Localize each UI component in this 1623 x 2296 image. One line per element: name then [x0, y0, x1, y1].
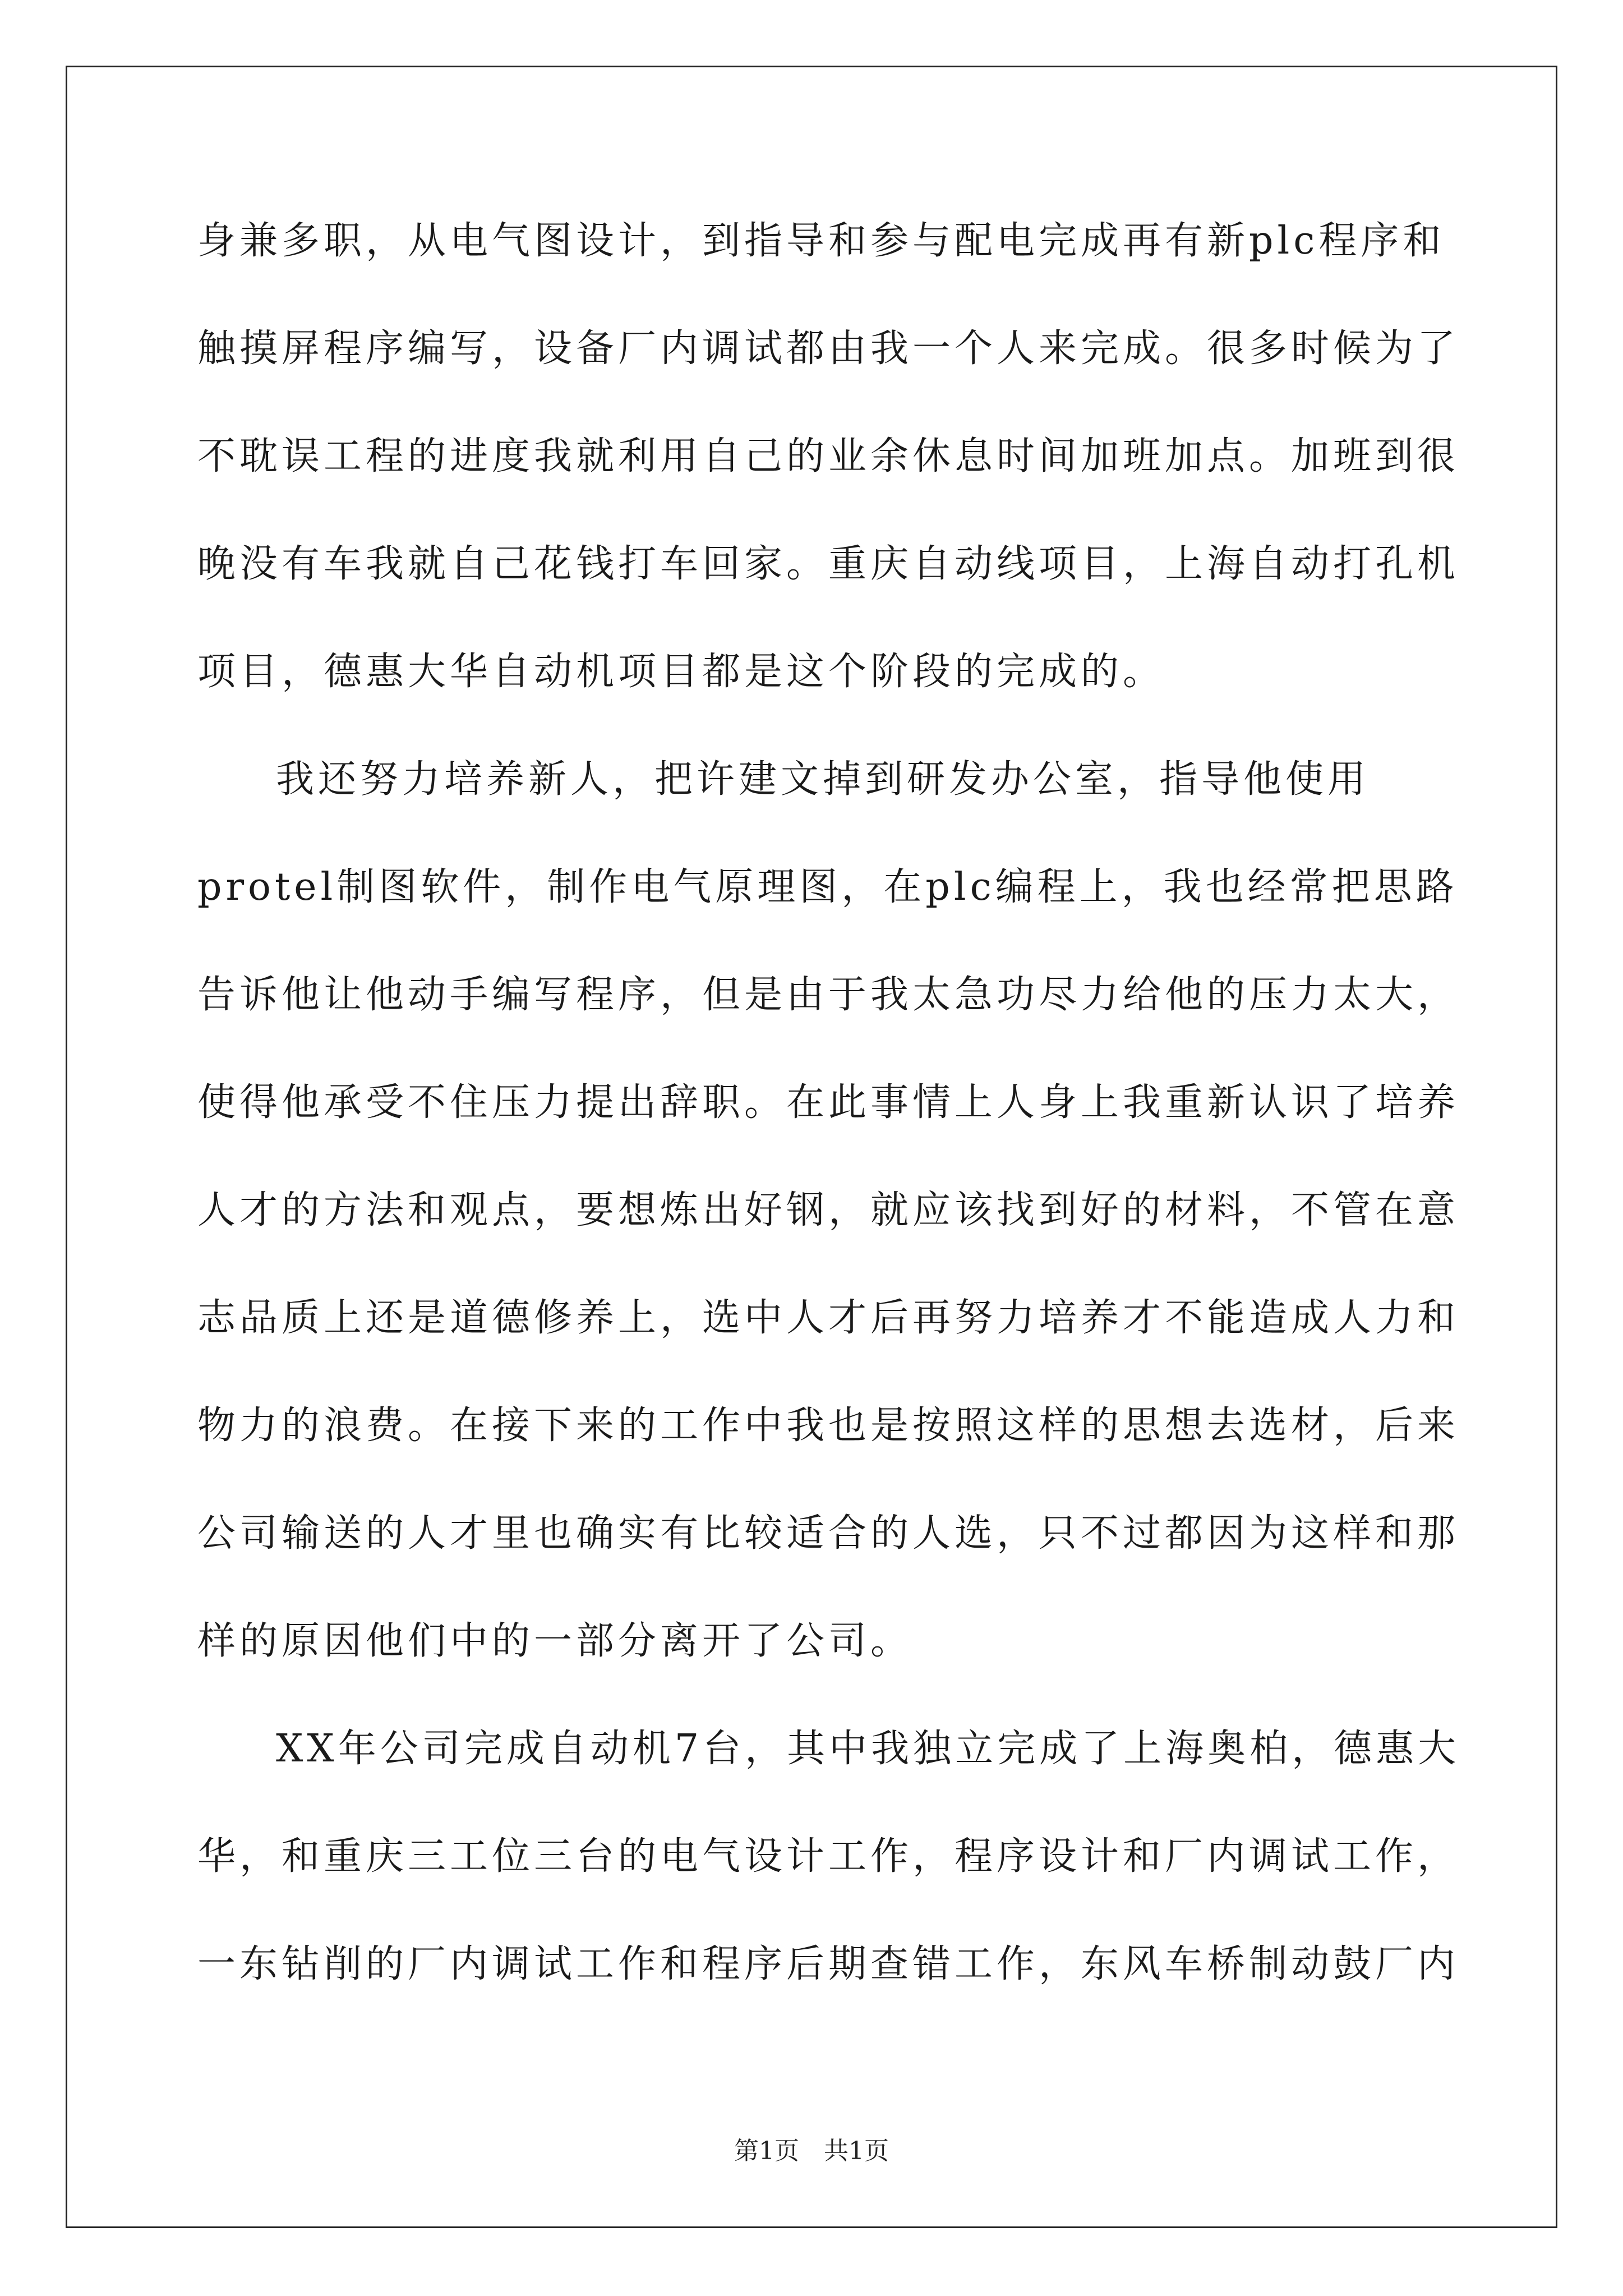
paragraph-start-line: 我还努力培养新人，把许建文掉到研发办公室，指导他使用 — [276, 757, 1370, 802]
paragraph-start-line: XX年公司完成自动机7台，其中我独立完成了上海奥柏，德惠大 — [276, 1727, 1460, 1771]
text-line: 晚没有车我就自己花钱打车回家。重庆自动线项目，上海自动打孔机 — [197, 542, 1460, 586]
document-body — [197, 213, 1460, 2044]
text-line: 物力的浪费。在接下来的工作中我也是按照这样的思想去选材，后来 — [197, 1404, 1460, 1448]
text-line: 身兼多职，从电气图设计，到指导和参与配电完成再有新plc程序和 — [197, 219, 1445, 263]
text-line: 人才的方法和观点，要想炼出好钢，就应该找到好的材料，不管在意 — [197, 1188, 1460, 1232]
text-line: 公司输送的人才里也确实有比较适合的人选，只不过都因为这样和那 — [197, 1511, 1460, 1556]
text-line: 项目，德惠大华自动机项目都是这个阶段的完成的。 — [197, 650, 1165, 694]
text-line: 一东钻削的厂内调试工作和程序后期查错工作，东风车桥制动鼓厂内 — [197, 1942, 1460, 1986]
text-line: 样的原因他们中的一部分离开了公司。 — [197, 1619, 913, 1663]
text-line: 华，和重庆三工位三台的电气设计工作，程序设计和厂内调试工作， — [197, 1834, 1460, 1879]
page-footer: 第1页 共1页 — [734, 2137, 889, 2165]
text-line: 告诉他让他动手编写程序，但是由于我太急功尽力给他的压力太大， — [197, 973, 1460, 1017]
text-line: 触摸屏程序编写，设备厂内调试都由我一个人来完成。很多时候为了 — [197, 326, 1460, 371]
text-line: 使得他承受不住压力提出辞职。在此事情上人身上我重新认识了培养 — [197, 1080, 1460, 1125]
text-line: 志品质上还是道德修养上，选中人才后再努力培养才不能造成人力和 — [197, 1296, 1460, 1340]
text-line: protel制图软件，制作电气原理图，在plc编程上，我也经常把思路 — [197, 865, 1458, 909]
text-line: 不耽误工程的进度我就利用自己的业余休息时间加班加点。加班到很 — [197, 434, 1460, 478]
